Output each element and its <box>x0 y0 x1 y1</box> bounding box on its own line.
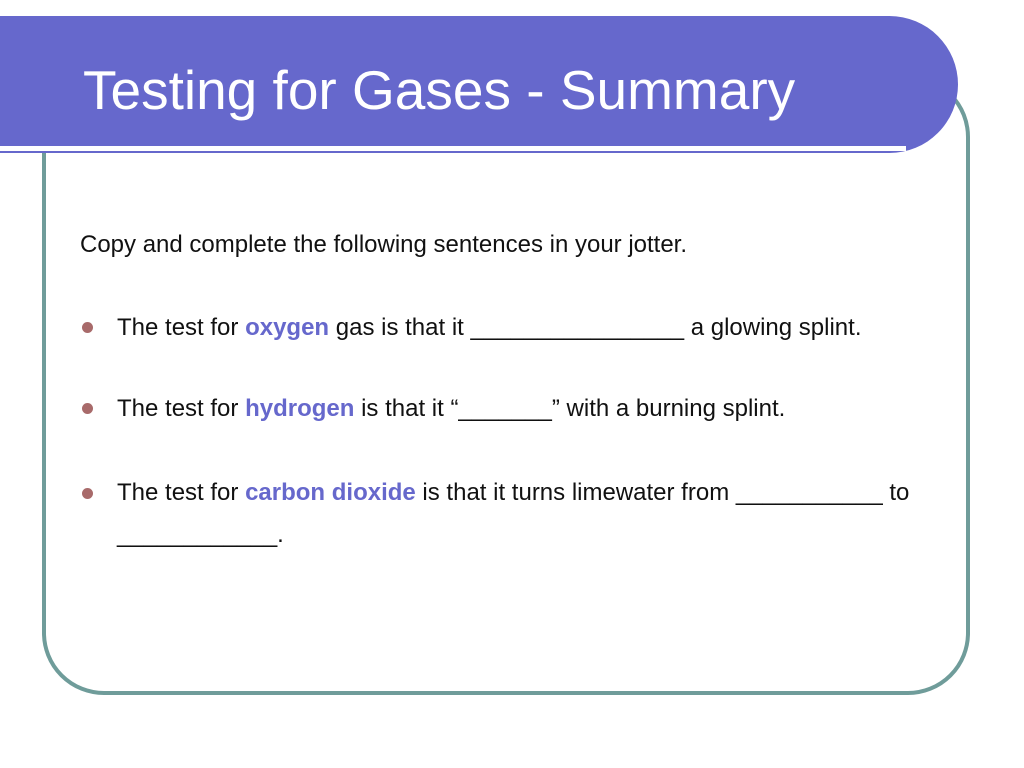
question-list <box>80 310 940 556</box>
question-oxygen <box>80 310 940 345</box>
bullet-dot-icon <box>82 322 93 333</box>
question-hydrogen <box>80 391 940 426</box>
question-prefix: The test for <box>117 314 246 341</box>
question-suffix: gas is that it ________________ a glowing splint. <box>329 314 862 341</box>
bullet-dot-icon <box>82 488 93 499</box>
bullet-dot-icon <box>82 403 93 414</box>
gas-keyword-oxygen: oxygen <box>245 314 330 341</box>
slide-title: Testing for Gases - Summary <box>83 59 796 121</box>
title-bar <box>0 16 958 153</box>
title-underline <box>0 146 906 151</box>
question-prefix: The test for <box>117 479 246 506</box>
gas-keyword-carbon-dioxide: carbon dioxide <box>245 479 416 506</box>
gas-keyword-hydrogen: hydrogen <box>245 395 355 422</box>
instruction-text: Copy and complete the following sentences in your jotter. <box>80 231 688 258</box>
question-prefix: The test for <box>117 395 246 422</box>
question-suffix: is that it turns limewater from ___________ to ____________. <box>117 479 910 548</box>
question-suffix: is that it “_______” with a burning splint. <box>354 395 786 422</box>
question-carbon-dioxide <box>80 472 940 556</box>
